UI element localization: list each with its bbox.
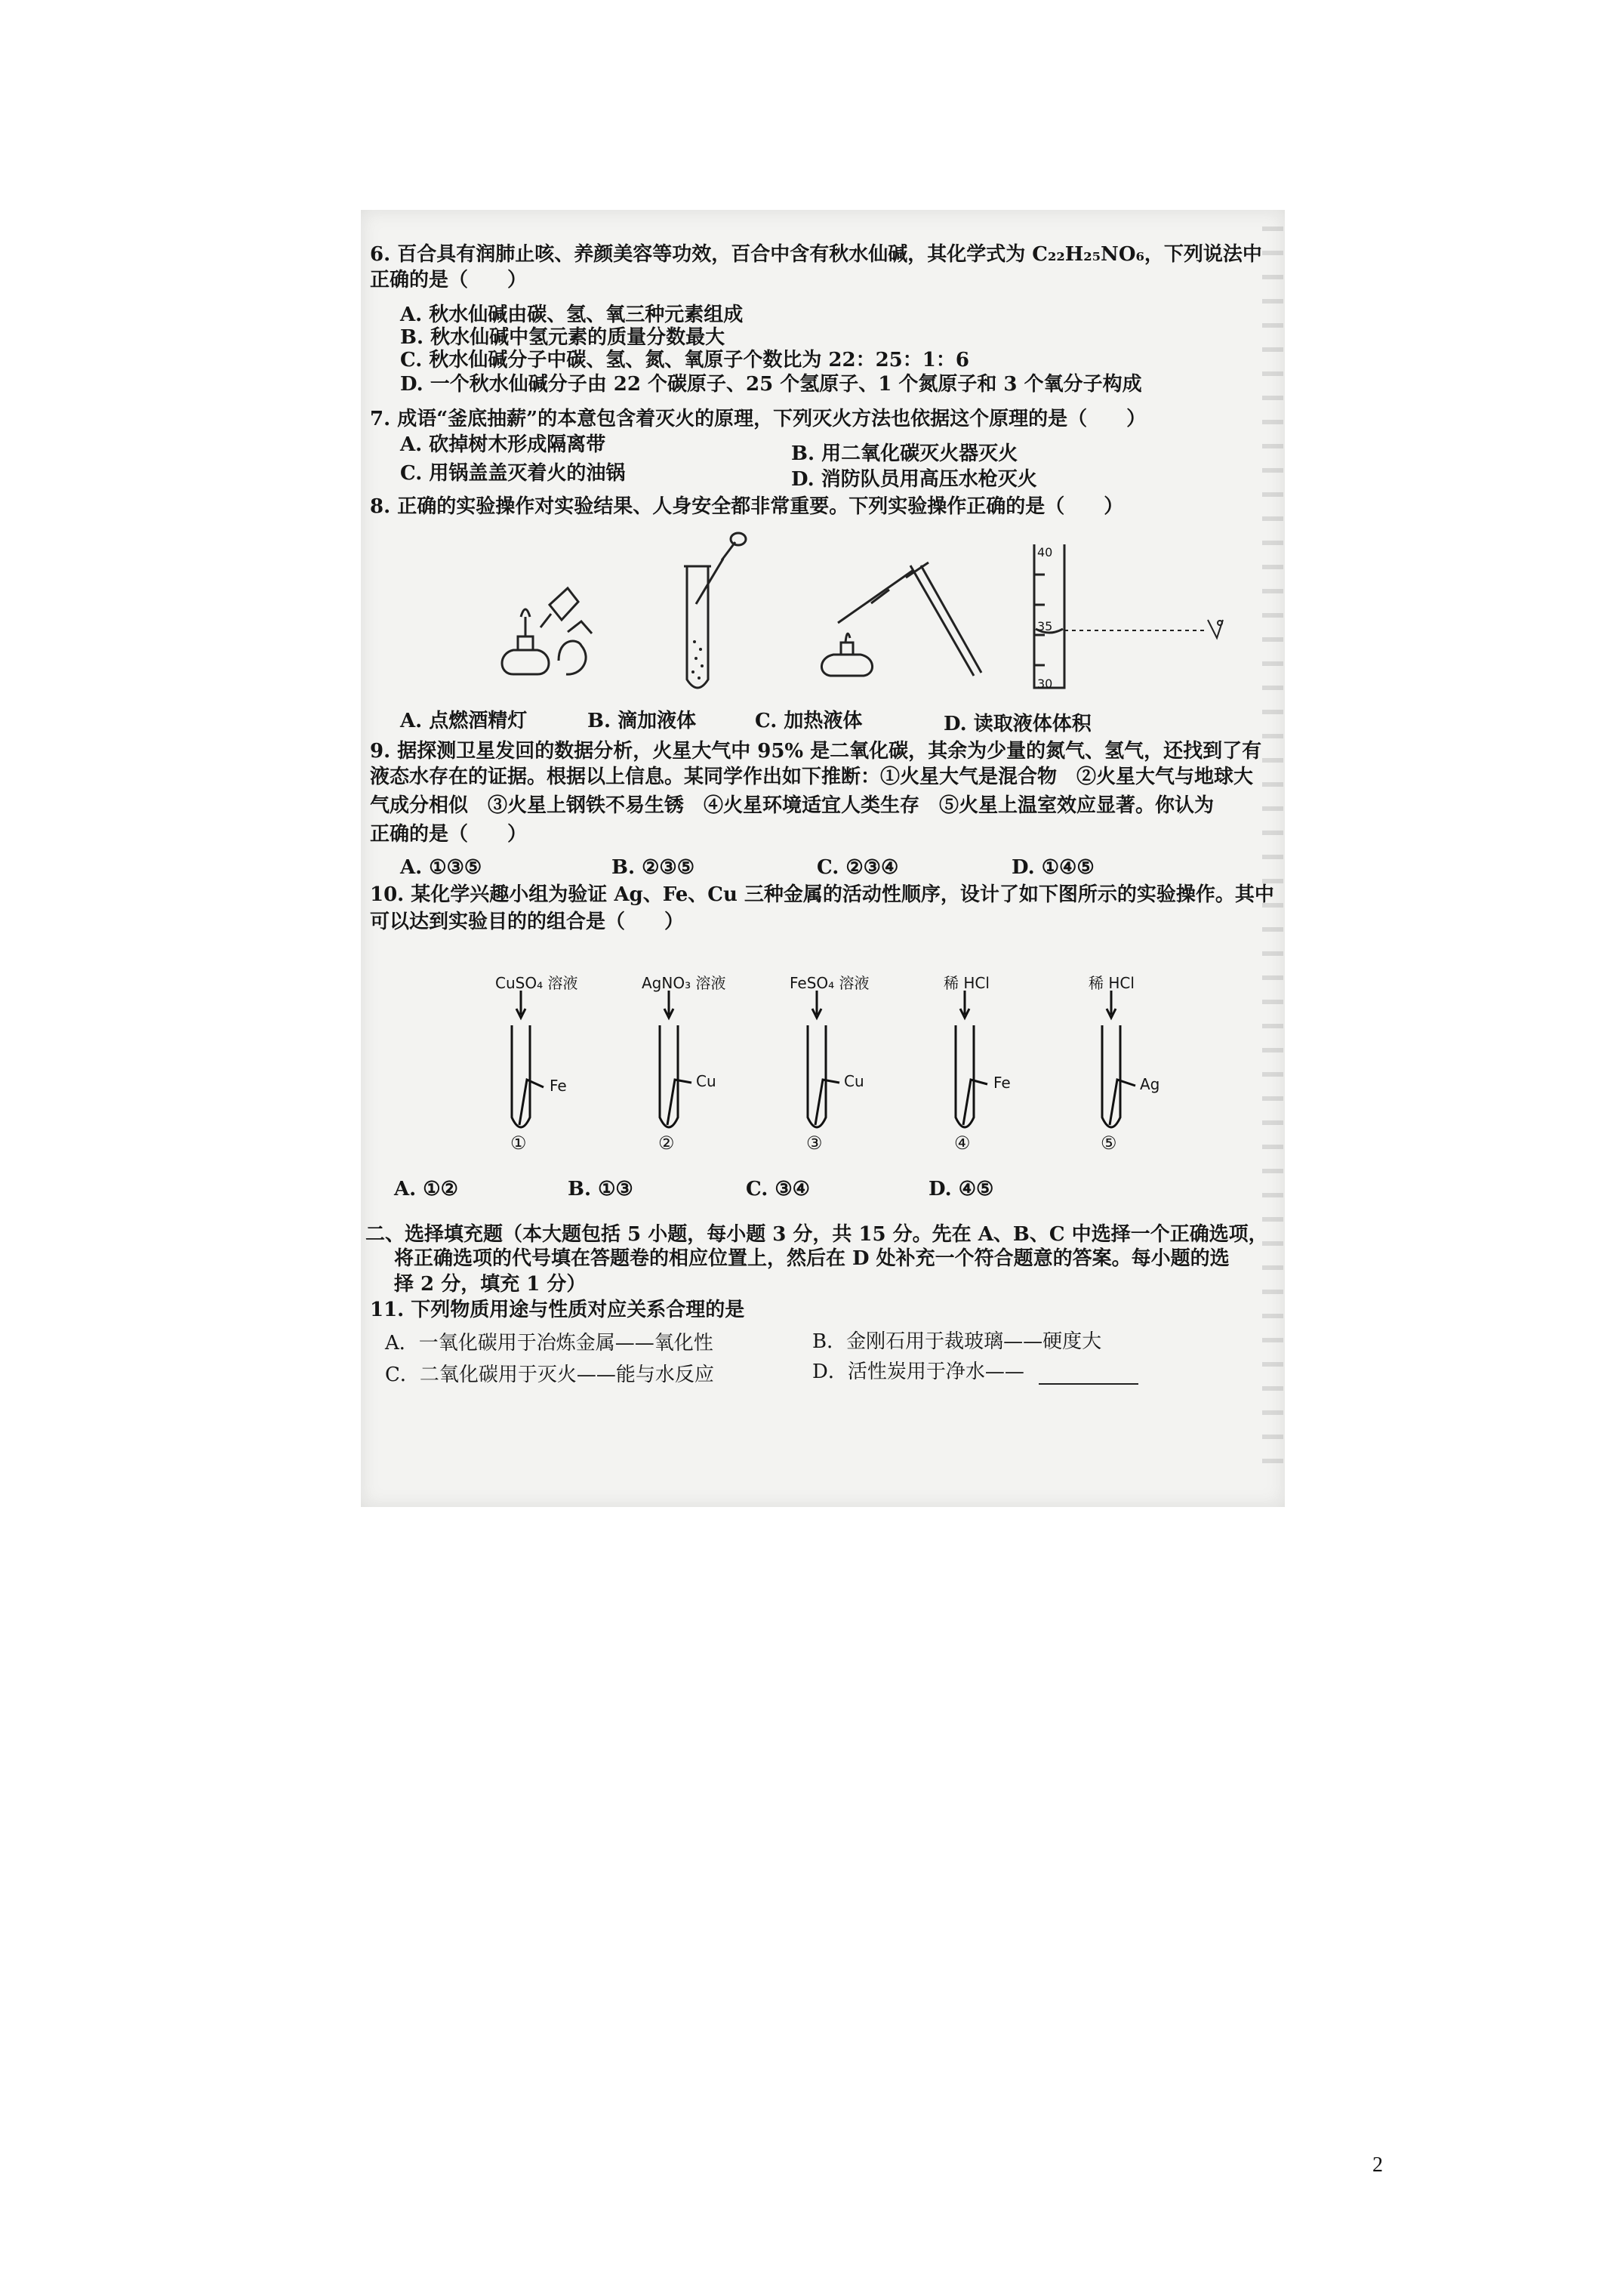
q9-line4: 正确的是（ ）	[370, 823, 528, 846]
tube2-metal-label: Cu	[696, 1072, 716, 1090]
tube3-number: ③	[806, 1133, 823, 1154]
tube3-metal-label: Cu	[844, 1072, 864, 1090]
tube2-reagent-label: AgNO₃ 溶液	[642, 974, 726, 992]
q7-option-a: A. 砍掉树木形成隔离带	[400, 433, 606, 456]
alcohol-lamp-lighting-figure	[468, 532, 664, 698]
test-tube-4	[942, 989, 1010, 1140]
q7-option-c: C. 用锅盖盖灭着火的油锅	[400, 462, 626, 485]
q11-option-c: C．二氧化碳用于灭火——能与水反应	[385, 1364, 714, 1386]
q9-option-a: A. ①③⑤	[400, 856, 482, 879]
q10-option-b: B. ①③	[568, 1178, 633, 1200]
test-tube-3	[794, 989, 862, 1140]
q8-stem: 8. 正确的实验操作对实验结果、人身安全都非常重要。下列实验操作正确的是（ ）	[370, 495, 1124, 518]
q8-option-c: C. 加热液体	[755, 710, 863, 732]
graduated-cylinder-figure	[1019, 540, 1268, 691]
q6-option-b: B. 秋水仙碱中氢元素的质量分数最大	[400, 326, 725, 349]
tube4-number: ④	[954, 1133, 971, 1154]
scale-label-mid: 35	[1037, 619, 1053, 633]
q11-option-a: A．一氧化碳用于冶炼金属——氧化性	[385, 1332, 713, 1354]
q9-option-b: B. ②③⑤	[611, 856, 695, 879]
q9-option-c: C. ②③④	[817, 856, 899, 879]
q10-line2: 可以达到实验目的的组合是（ ）	[370, 911, 685, 933]
q6-option-c: C. 秋水仙碱分子中碳、氢、氮、氧原子个数比为 22：25：1：6	[400, 349, 969, 371]
q11-option-d: D．活性炭用于净水——	[812, 1361, 1024, 1383]
q10-line1: 10. 某化学兴趣小组为验证 Ag、Fe、Cu 三种金属的活动性顺序，设计了如下图所示的实验操作。其中	[370, 883, 1274, 906]
tube5-number: ⑤	[1101, 1133, 1117, 1154]
q11-answer-blank	[1039, 1383, 1138, 1385]
heating-liquid-figure	[800, 532, 996, 698]
q9-line3: 气成分相似 ③火星上钢铁不易生锈 ④火星环境适宜人类生存 ⑤火星上温室效应显著。你认为	[370, 794, 1215, 817]
tube4-metal-label: Fe	[993, 1074, 1011, 1092]
tube1-number: ①	[510, 1133, 527, 1154]
q6-stem-line1: 6. 百合具有润肺止咳、养颜美容等功效，百合中含有秋水仙碱，其化学式为 C₂₂H₂₅NO₆，下列说法中	[370, 243, 1262, 266]
tube2-number: ②	[658, 1133, 675, 1154]
q10-option-a: A. ①②	[394, 1178, 458, 1200]
q6-option-d: D. 一个秋水仙碱分子由 22 个碳原子、25 个氢原子、1 个氮原子和 3 个氧分子构成	[400, 373, 1142, 396]
q9-option-d: D. ①④⑤	[1012, 856, 1095, 879]
q8-option-a: A. 点燃酒精灯	[400, 710, 528, 732]
tube4-reagent-label: 稀 HCl	[944, 974, 990, 992]
q7-stem: 7. 成语“釜底抽薪”的本意包含着灭火的原理，下列灭火方法也依据这个原理的是（ ）	[370, 408, 1147, 430]
test-tube-5	[1089, 989, 1156, 1140]
q6-stem-line2: 正确的是（ ）	[370, 269, 528, 291]
tube1-reagent-label: CuSO₄ 溶液	[495, 974, 578, 992]
q11-option-b: B．金刚石用于裁玻璃——硬度大	[812, 1330, 1102, 1353]
tube5-reagent-label: 稀 HCl	[1089, 974, 1135, 992]
q11-stem: 11. 下列物质用途与性质对应关系合理的是	[370, 1299, 745, 1321]
q7-option-d: D. 消防队员用高压水枪灭火	[791, 468, 1037, 491]
tube1-metal-label: Fe	[550, 1077, 567, 1095]
scale-label-bottom: 30	[1037, 676, 1053, 691]
q8-option-b: B. 滴加液体	[587, 710, 697, 732]
q10-option-c: C. ③④	[746, 1178, 810, 1200]
q10-option-d: D. ④⑤	[929, 1178, 994, 1200]
q9-line2: 液态水存在的证据。根据以上信息。某同学作出如下推断：①火星大气是混合物 ②火星大气与地球大	[370, 766, 1254, 788]
test-tube-2	[646, 989, 714, 1140]
q8-option-d: D. 读取液体体积	[944, 713, 1092, 735]
tube3-reagent-label: FeSO₄ 溶液	[790, 974, 870, 992]
test-tube-1	[498, 989, 566, 1140]
q6-option-a: A. 秋水仙碱由碳、氢、氧三种元素组成	[400, 304, 744, 326]
dropper-liquid-figure	[657, 529, 778, 710]
section2-line2: 将正确选项的代号填在答题卷的相应位置上，然后在 D 处补充一个符合题意的答案。每小题的选	[394, 1247, 1230, 1270]
scale-label-top: 40	[1037, 545, 1053, 559]
page-number: 2	[1372, 2153, 1383, 2177]
section2-line3: 择 2 分，填充 1 分）	[394, 1273, 587, 1296]
q9-line1: 9. 据探测卫星发回的数据分析，火星大气中 95% 是二氧化碳，其余为少量的氮气、氢气，还找到了有	[370, 740, 1262, 763]
q7-option-b: B. 用二氧化碳灭火器灭火	[791, 442, 1018, 465]
bleed-through-edge	[1262, 227, 1283, 1472]
tube5-metal-label: Ag	[1140, 1075, 1160, 1093]
section2-line1: 二、选择填充题（本大题包括 5 小题，每小题 3 分，共 15 分。先在 A、B、C 中选择一个正确选项，	[365, 1223, 1268, 1246]
